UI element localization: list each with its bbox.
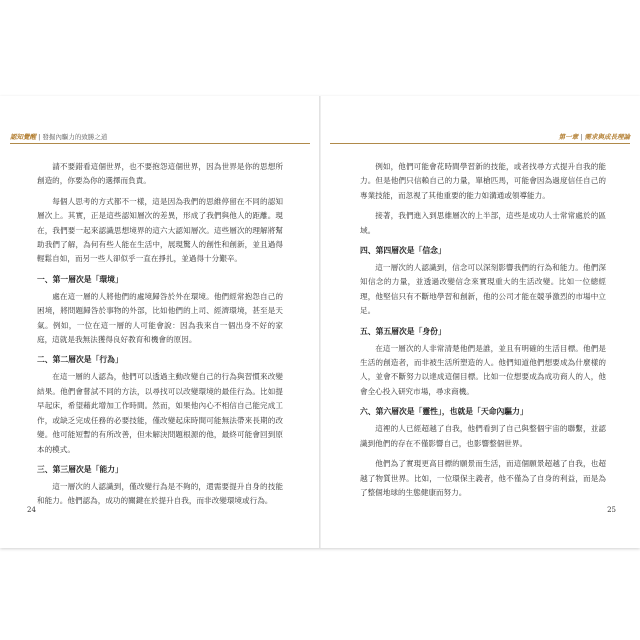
page-number-left: 24: [27, 506, 36, 514]
right-page: [320, 96, 640, 548]
paragraph: 每個人思考的方式都不一樣，這是因為我們的思維停留在不同的認知層次上。其實，正是這些認知層次的差異，形成了我們與他人的距離。現在，我們要一起來認識思想境界的這六大認知層次。這些層次的理解將幫助我們了解，為何有些人能在生活中，展現驚人的創性和創新，並且過得輕鬆自如，而另一些人卻似乎一直在掙扎，並過得十分艱辛。: [37, 196, 283, 264]
paragraph: 例如，他們可能會花時間學習新的技能，或者找尋方式提升自我的能力。但是他們只信賴自己的力量，單槍匹馬，可能會因為過度信任自己的專業技能，而忽視了其他重要的能力如溝通或領導能力。: [360, 162, 606, 200]
left-page-body: [37, 160, 283, 515]
section-heading: 二、第二層次是「行為」: [37, 355, 123, 365]
section-text: 處在這一層的人將他們的處境歸咎於外在環境。他們經常抱怨自己的困境，將問題歸咎於事物的外部，比如他們的上司、經濟環境，甚至是天氣。例如，一位在這一層的人可能會說：因為我來自一個出身不好的家庭，這就是我無法獲得良好教育和機會的原因。: [37, 291, 283, 345]
right-page-body: [360, 160, 606, 506]
chapter-number: 第一章: [558, 133, 579, 141]
section-heading: 四、第四層次是「信念」: [360, 246, 446, 256]
running-head-rule: [330, 143, 630, 144]
running-head-left: [10, 132, 107, 142]
page-number-right: 25: [607, 506, 616, 514]
chapter-title: 需求與成長理論: [584, 133, 630, 141]
book-subtitle: 發掘內驅力的致勝之道: [42, 133, 108, 141]
running-head-separator: |: [38, 133, 41, 141]
left-page: [0, 96, 320, 548]
section-text: 這一層次的人認識到，僅改變行為是不夠的，還需要提升自身的技能和能力。他們認為，成功的關鍵在於提升自我，而非改變環境或行為。: [37, 481, 283, 506]
section-text: 在這一層的人認為，他們可以透過主動改變自己的行為與習慣來改變結果。他們會嘗試不同的方法，以尋找可以改變環境的最佳行為。比如提早起床，希望藉此增加工作時間。然而，如果他內心不相信自己能完成工作，或缺乏完成任務的必要技能，僅改變起床時間可能無法帶來長期的改變。他可能短暫的有所改善，但未解決問題根源的他，最終可能會回到原本的模式。: [37, 372, 283, 454]
running-head-separator: |: [580, 133, 583, 141]
section-text: 這一層次的人認識到，信念可以深刻影響我們的行為和能力。他們深知信念的力量，並透過改變信念來實現重大的生活改變。比如一位總經理，他堅信只有不斷地學習和創新，他的公司才能在競爭激烈的市場中立足。: [360, 263, 606, 316]
section-text: 這裡的人已經超越了自我，他們看到了自己與整個宇宙的聯繫，並認識到他們的存在不僅影響自己，也影響整個世界。: [360, 424, 606, 448]
paragraph: 他們為了實現更高目標的願景而生活，而這個願景超越了自我，也超越了物質世界。比如，一位環保主義者，他不僅為了自身的利益，而是為了整個地球的生態健康而努力。: [360, 459, 606, 497]
running-head-right: [559, 132, 630, 142]
paragraph: 請不要錯看這個世界，也不要抱怨這個世界，因為世界是你的思想所創造的，你要為你的選擇而負責。: [37, 162, 283, 186]
section-heading: 五、第五層次是「身份」: [360, 326, 446, 336]
section-heading: 六、第六層次是「靈性」，也就是「天命內驅力」: [360, 407, 528, 417]
paragraph: 接著，我們進入到思維層次的上半部，這些是成功人士常常處於的區域。: [360, 211, 606, 235]
running-head-rule: [10, 143, 310, 144]
book-title: 認知覺醒: [10, 133, 36, 141]
section-heading: 三、第三層次是「能力」: [37, 464, 123, 474]
section-text: 在這一層次的人非常清楚他們是誰，並且有明確的生活目標。他們是生活的創造者，而非被生活所塑造的人。他們知道他們想要成為什麼樣的人，並會不斷努力以達成這個目標。比如一位想要成為成功商人的人，他會全心投入研究市場，尋求商機。: [360, 343, 606, 396]
section-heading: 一、第一層次是「環境」: [37, 274, 123, 284]
